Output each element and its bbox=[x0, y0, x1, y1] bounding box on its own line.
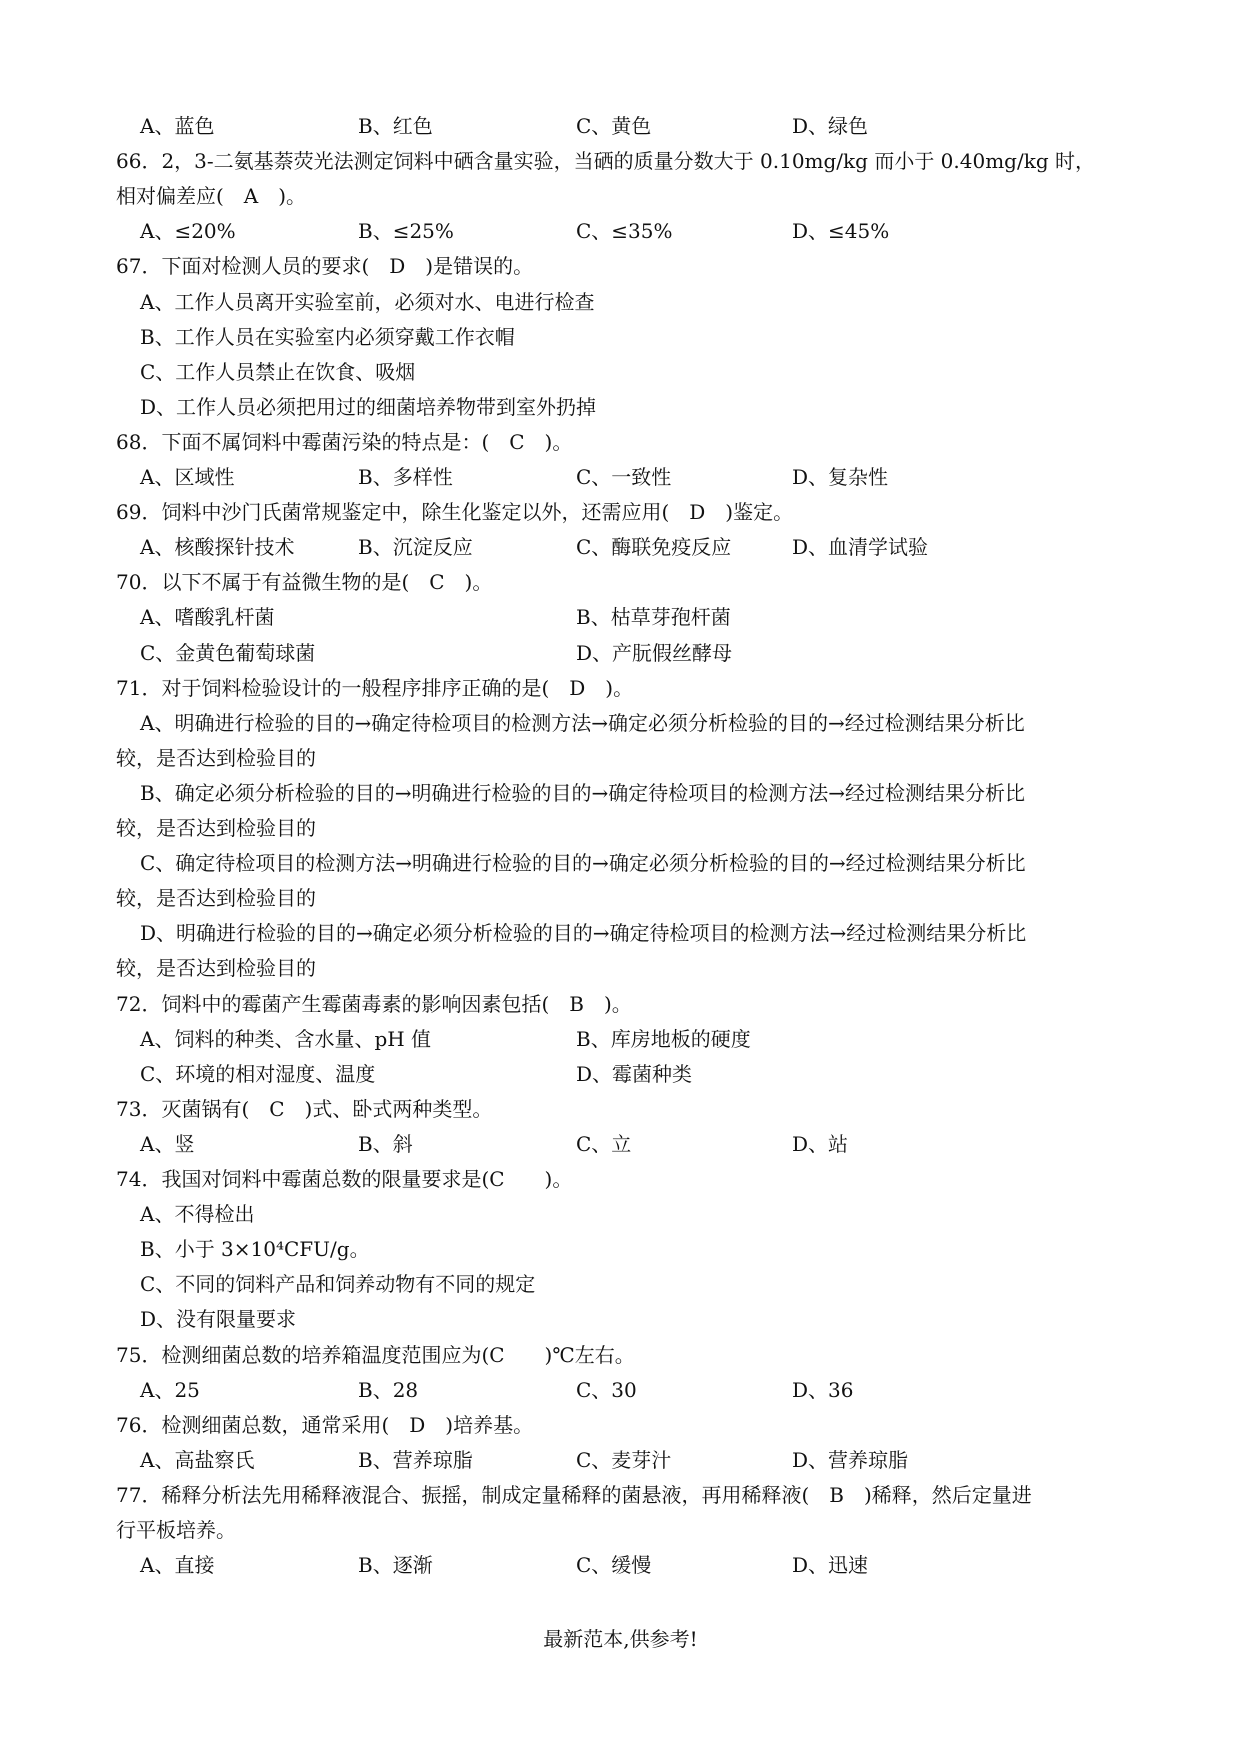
option-text: C、黄色 bbox=[576, 114, 652, 138]
option-text: B、营养琼脂 bbox=[358, 1448, 473, 1472]
option-text: C、酶联免疫反应 bbox=[576, 535, 732, 559]
option-text: A、高盐察氏 bbox=[140, 1448, 255, 1472]
option-text: D、迅速 bbox=[792, 1553, 869, 1577]
question-text: 70．以下不属于有益微生物的是( C )。 bbox=[116, 570, 493, 594]
text-line bbox=[0, 360, 1241, 384]
option-text: B、斜 bbox=[358, 1132, 413, 1156]
question-text: 71．对于饲料检验设计的一般程序排序正确的是( D )。 bbox=[116, 676, 634, 700]
option-text: D、工作人员必须把用过的细菌培养物带到室外扔掉 bbox=[140, 395, 597, 419]
text-line bbox=[0, 465, 1241, 489]
option-text: D、明确进行检验的目的→确定必须分析检验的目的→确定待检项目的检测方法→经过检测结果分析比 bbox=[140, 921, 1027, 945]
text-line bbox=[0, 430, 1241, 454]
option-text: B、28 bbox=[358, 1378, 419, 1402]
question-text: 66．2，3-二氨基萘荧光法测定饲料中硒含量实验，当硒的质量分数大于 0.10mg/kg 而小于 0.40mg/kg 时， bbox=[116, 149, 1096, 173]
text-line bbox=[0, 1132, 1241, 1156]
text-line bbox=[0, 1062, 1241, 1086]
option-text: A、区域性 bbox=[140, 465, 235, 489]
option-text: A、嗜酸乳杆菌 bbox=[140, 605, 275, 629]
text-line bbox=[0, 816, 1241, 840]
text-line bbox=[0, 500, 1241, 524]
option-text: D、站 bbox=[792, 1132, 849, 1156]
option-text: C、立 bbox=[576, 1132, 632, 1156]
question-text: 69．饲料中沙门氏菌常规鉴定中，除生化鉴定以外，还需应用( D )鉴定。 bbox=[116, 500, 794, 524]
option-text: B、枯草芽孢杆菌 bbox=[576, 605, 731, 629]
text-line bbox=[0, 535, 1241, 559]
question-text: 77．稀释分析法先用稀释液混合、振摇，制成定量稀释的菌悬液，再用稀释液( B )稀释，然后定量进 bbox=[116, 1483, 1032, 1507]
option-text: D、营养琼脂 bbox=[792, 1448, 909, 1472]
question-text: 68．下面不属饲料中霉菌污染的特点是：( C )。 bbox=[116, 430, 573, 454]
continuation-text: 较，是否达到检验目的 bbox=[116, 886, 316, 910]
option-text: A、直接 bbox=[140, 1553, 215, 1577]
text-line bbox=[0, 711, 1241, 735]
option-text: C、工作人员禁止在饮食、吸烟 bbox=[140, 360, 416, 384]
question-text: 72．饲料中的霉菌产生霉菌毒素的影响因素包括( B )。 bbox=[116, 992, 632, 1016]
option-text: B、确定必须分析检验的目的→明确进行检验的目的→确定待检项目的检测方法→经过检测结果分析比 bbox=[140, 781, 1025, 805]
text-line bbox=[0, 1097, 1241, 1121]
option-text: B、工作人员在实验室内必须穿戴工作衣帽 bbox=[140, 325, 515, 349]
option-text: A、25 bbox=[140, 1378, 200, 1402]
text-line bbox=[0, 1448, 1241, 1472]
option-text: A、不得检出 bbox=[140, 1202, 255, 1226]
question-text: 75．检测细菌总数的培养箱温度范围应为(C )℃左右。 bbox=[116, 1343, 635, 1367]
option-text: C、缓慢 bbox=[576, 1553, 652, 1577]
option-text: B、红色 bbox=[358, 114, 433, 138]
continuation-text: 较，是否达到检验目的 bbox=[116, 956, 316, 980]
page-footer: 最新范本,供参考! bbox=[543, 1627, 698, 1651]
text-line bbox=[0, 956, 1241, 980]
text-line bbox=[0, 1272, 1241, 1296]
option-text: D、绿色 bbox=[792, 114, 869, 138]
option-text: D、血清学试验 bbox=[792, 535, 929, 559]
option-text: D、没有限量要求 bbox=[140, 1307, 297, 1331]
question-text: 73．灭菌锅有( C )式、卧式两种类型。 bbox=[116, 1097, 493, 1121]
question-text: 76．检测细菌总数，通常采用( D )培养基。 bbox=[116, 1413, 534, 1437]
option-text: B、沉淀反应 bbox=[358, 535, 473, 559]
text-line bbox=[0, 184, 1241, 208]
question-text: 67．下面对检测人员的要求( D )是错误的。 bbox=[116, 254, 534, 278]
text-line bbox=[0, 219, 1241, 243]
option-text: A、核酸探针技术 bbox=[140, 535, 295, 559]
option-text: C、麦芽汁 bbox=[576, 1448, 672, 1472]
text-line bbox=[0, 570, 1241, 594]
option-text: D、霉菌种类 bbox=[576, 1062, 693, 1086]
continuation-text: 较，是否达到检验目的 bbox=[116, 816, 316, 840]
text-line bbox=[0, 1027, 1241, 1051]
option-text: A、竖 bbox=[140, 1132, 195, 1156]
option-text: A、饲料的种类、含水量、pH 值 bbox=[140, 1027, 432, 1051]
option-text: B、小于 3×10⁴CFU/g。 bbox=[140, 1237, 370, 1261]
option-text: A、工作人员离开实验室前，必须对水、电进行检查 bbox=[140, 290, 595, 314]
text-line bbox=[0, 1343, 1241, 1367]
option-text: C、30 bbox=[576, 1378, 637, 1402]
text-line bbox=[0, 1307, 1241, 1331]
option-text: B、≤25% bbox=[358, 219, 454, 243]
text-line bbox=[0, 114, 1241, 138]
text-line bbox=[0, 1518, 1241, 1542]
continuation-text: 相对偏差应( A )。 bbox=[116, 184, 307, 208]
continuation-text: 较，是否达到检验目的 bbox=[116, 746, 316, 770]
text-line bbox=[0, 676, 1241, 700]
text-line bbox=[0, 781, 1241, 805]
text-line bbox=[0, 1167, 1241, 1191]
text-line bbox=[0, 1237, 1241, 1261]
text-line bbox=[0, 149, 1241, 173]
text-line bbox=[0, 992, 1241, 1016]
text-line bbox=[0, 851, 1241, 875]
text-line bbox=[0, 1378, 1241, 1402]
text-line bbox=[0, 1413, 1241, 1437]
text-line bbox=[0, 1553, 1241, 1577]
option-text: C、金黄色葡萄球菌 bbox=[140, 641, 316, 665]
text-line bbox=[0, 254, 1241, 278]
text-line bbox=[0, 921, 1241, 945]
text-line bbox=[0, 290, 1241, 314]
text-line bbox=[0, 886, 1241, 910]
text-line bbox=[0, 325, 1241, 349]
continuation-text: 行平板培养。 bbox=[116, 1518, 236, 1542]
text-line bbox=[0, 605, 1241, 629]
text-line bbox=[0, 1483, 1241, 1507]
option-text: C、环境的相对湿度、温度 bbox=[140, 1062, 376, 1086]
option-text: D、36 bbox=[792, 1378, 854, 1402]
option-text: D、产朊假丝酵母 bbox=[576, 641, 733, 665]
option-text: C、确定待检项目的检测方法→明确进行检验的目的→确定必须分析检验的目的→经过检测结果分析比 bbox=[140, 851, 1026, 875]
option-text: B、库房地板的硬度 bbox=[576, 1027, 751, 1051]
option-text: A、蓝色 bbox=[140, 114, 215, 138]
option-text: B、多样性 bbox=[358, 465, 453, 489]
option-text: B、逐渐 bbox=[358, 1553, 433, 1577]
option-text: A、明确进行检验的目的→确定待检项目的检测方法→确定必须分析检验的目的→经过检测结果分析比 bbox=[140, 711, 1025, 735]
text-line bbox=[0, 1202, 1241, 1226]
question-text: 74．我国对饲料中霉菌总数的限量要求是(C )。 bbox=[116, 1167, 573, 1191]
text-line bbox=[0, 641, 1241, 665]
text-line bbox=[0, 746, 1241, 770]
text-line bbox=[0, 395, 1241, 419]
option-text: C、≤35% bbox=[576, 219, 673, 243]
option-text: C、一致性 bbox=[576, 465, 672, 489]
option-text: A、≤20% bbox=[140, 219, 236, 243]
option-text: C、不同的饲料产品和饲养动物有不同的规定 bbox=[140, 1272, 536, 1296]
option-text: D、≤45% bbox=[792, 219, 890, 243]
option-text: D、复杂性 bbox=[792, 465, 889, 489]
